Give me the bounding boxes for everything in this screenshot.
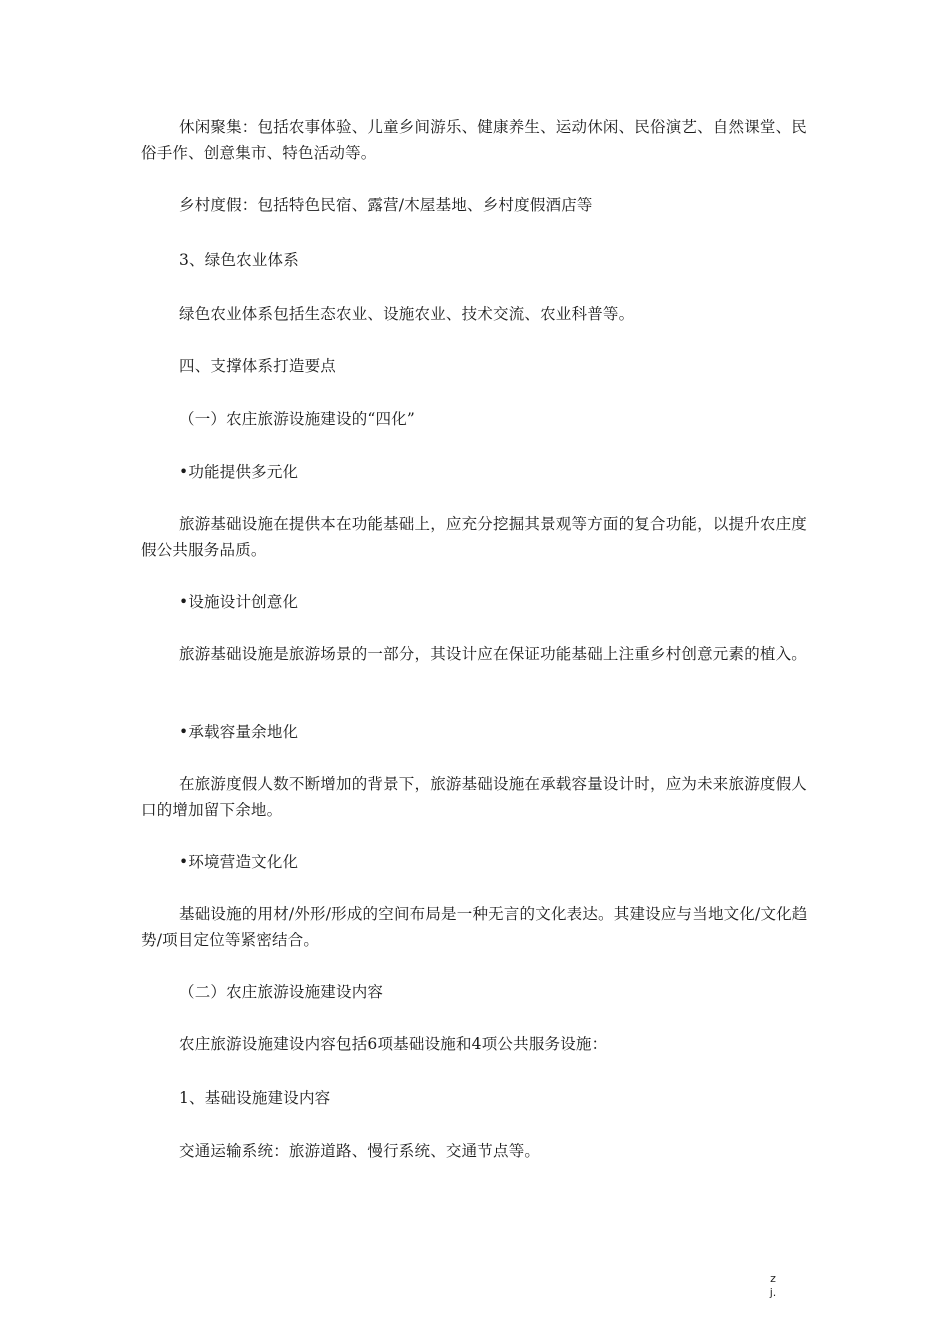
paragraph-capacity-margin: 在旅游度假人数不断增加的背景下，旅游基础设施在承载容量设计时，应为未来旅游度假人口的增加留下余地。	[141, 775, 808, 819]
page-footer-mark: zj.	[769, 1272, 777, 1299]
paragraph-green-agriculture: 绿色农业体系包括生态农业、设施农业、技术交流、农业科普等。	[179, 305, 635, 323]
bullet-function-diversification: •功能提供多元化	[179, 463, 299, 481]
bullet-design-creativity: •设施设计创意化	[179, 593, 299, 611]
paragraph-facility-content: 农庄旅游设施建设内容包括6项基础设施和4项公共服务设施：	[179, 1035, 608, 1053]
paragraph-leisure-gathering: 休闲聚集：包括农事体验、儿童乡间游乐、健康养生、运动休闲、民俗演艺、自然课堂、民俗手作、创意集市、特色活动等。	[141, 118, 808, 162]
heading-four-modernizations: （一）农庄旅游设施建设的“四化”	[179, 410, 416, 428]
paragraph-design-creativity: 旅游基础设施是旅游场景的一部分，其设计应在保证功能基础上注重乡村创意元素的植入。	[179, 645, 808, 663]
paragraph-transport-system: 交通运输系统：旅游道路、慢行系统、交通节点等。	[179, 1142, 541, 1160]
bullet-environment-culture: •环境营造文化化	[179, 853, 299, 871]
paragraph-environment-culture: 基础设施的用材/外形/形成的空间布局是一种无言的文化表达。其建设应与当地文化/文化趋势/项目定位等紧密结合。	[141, 905, 808, 949]
heading-facility-content: （二）农庄旅游设施建设内容	[179, 983, 384, 1001]
heading-green-agriculture-system: 3、绿色农业体系	[179, 251, 299, 269]
paragraph-rural-vacation: 乡村度假：包括特色民宿、露营/木屋基地、乡村度假酒店等	[179, 196, 593, 214]
heading-support-system: 四、支撑体系打造要点	[179, 357, 337, 375]
paragraph-function-diversification: 旅游基础设施在提供本在功能基础上，应充分挖掘其景观等方面的复合功能，以提升农庄度假公共服务品质。	[141, 515, 808, 559]
bullet-capacity-margin: •承载容量余地化	[179, 723, 299, 741]
heading-infrastructure-content: 1、基础设施建设内容	[179, 1089, 331, 1107]
